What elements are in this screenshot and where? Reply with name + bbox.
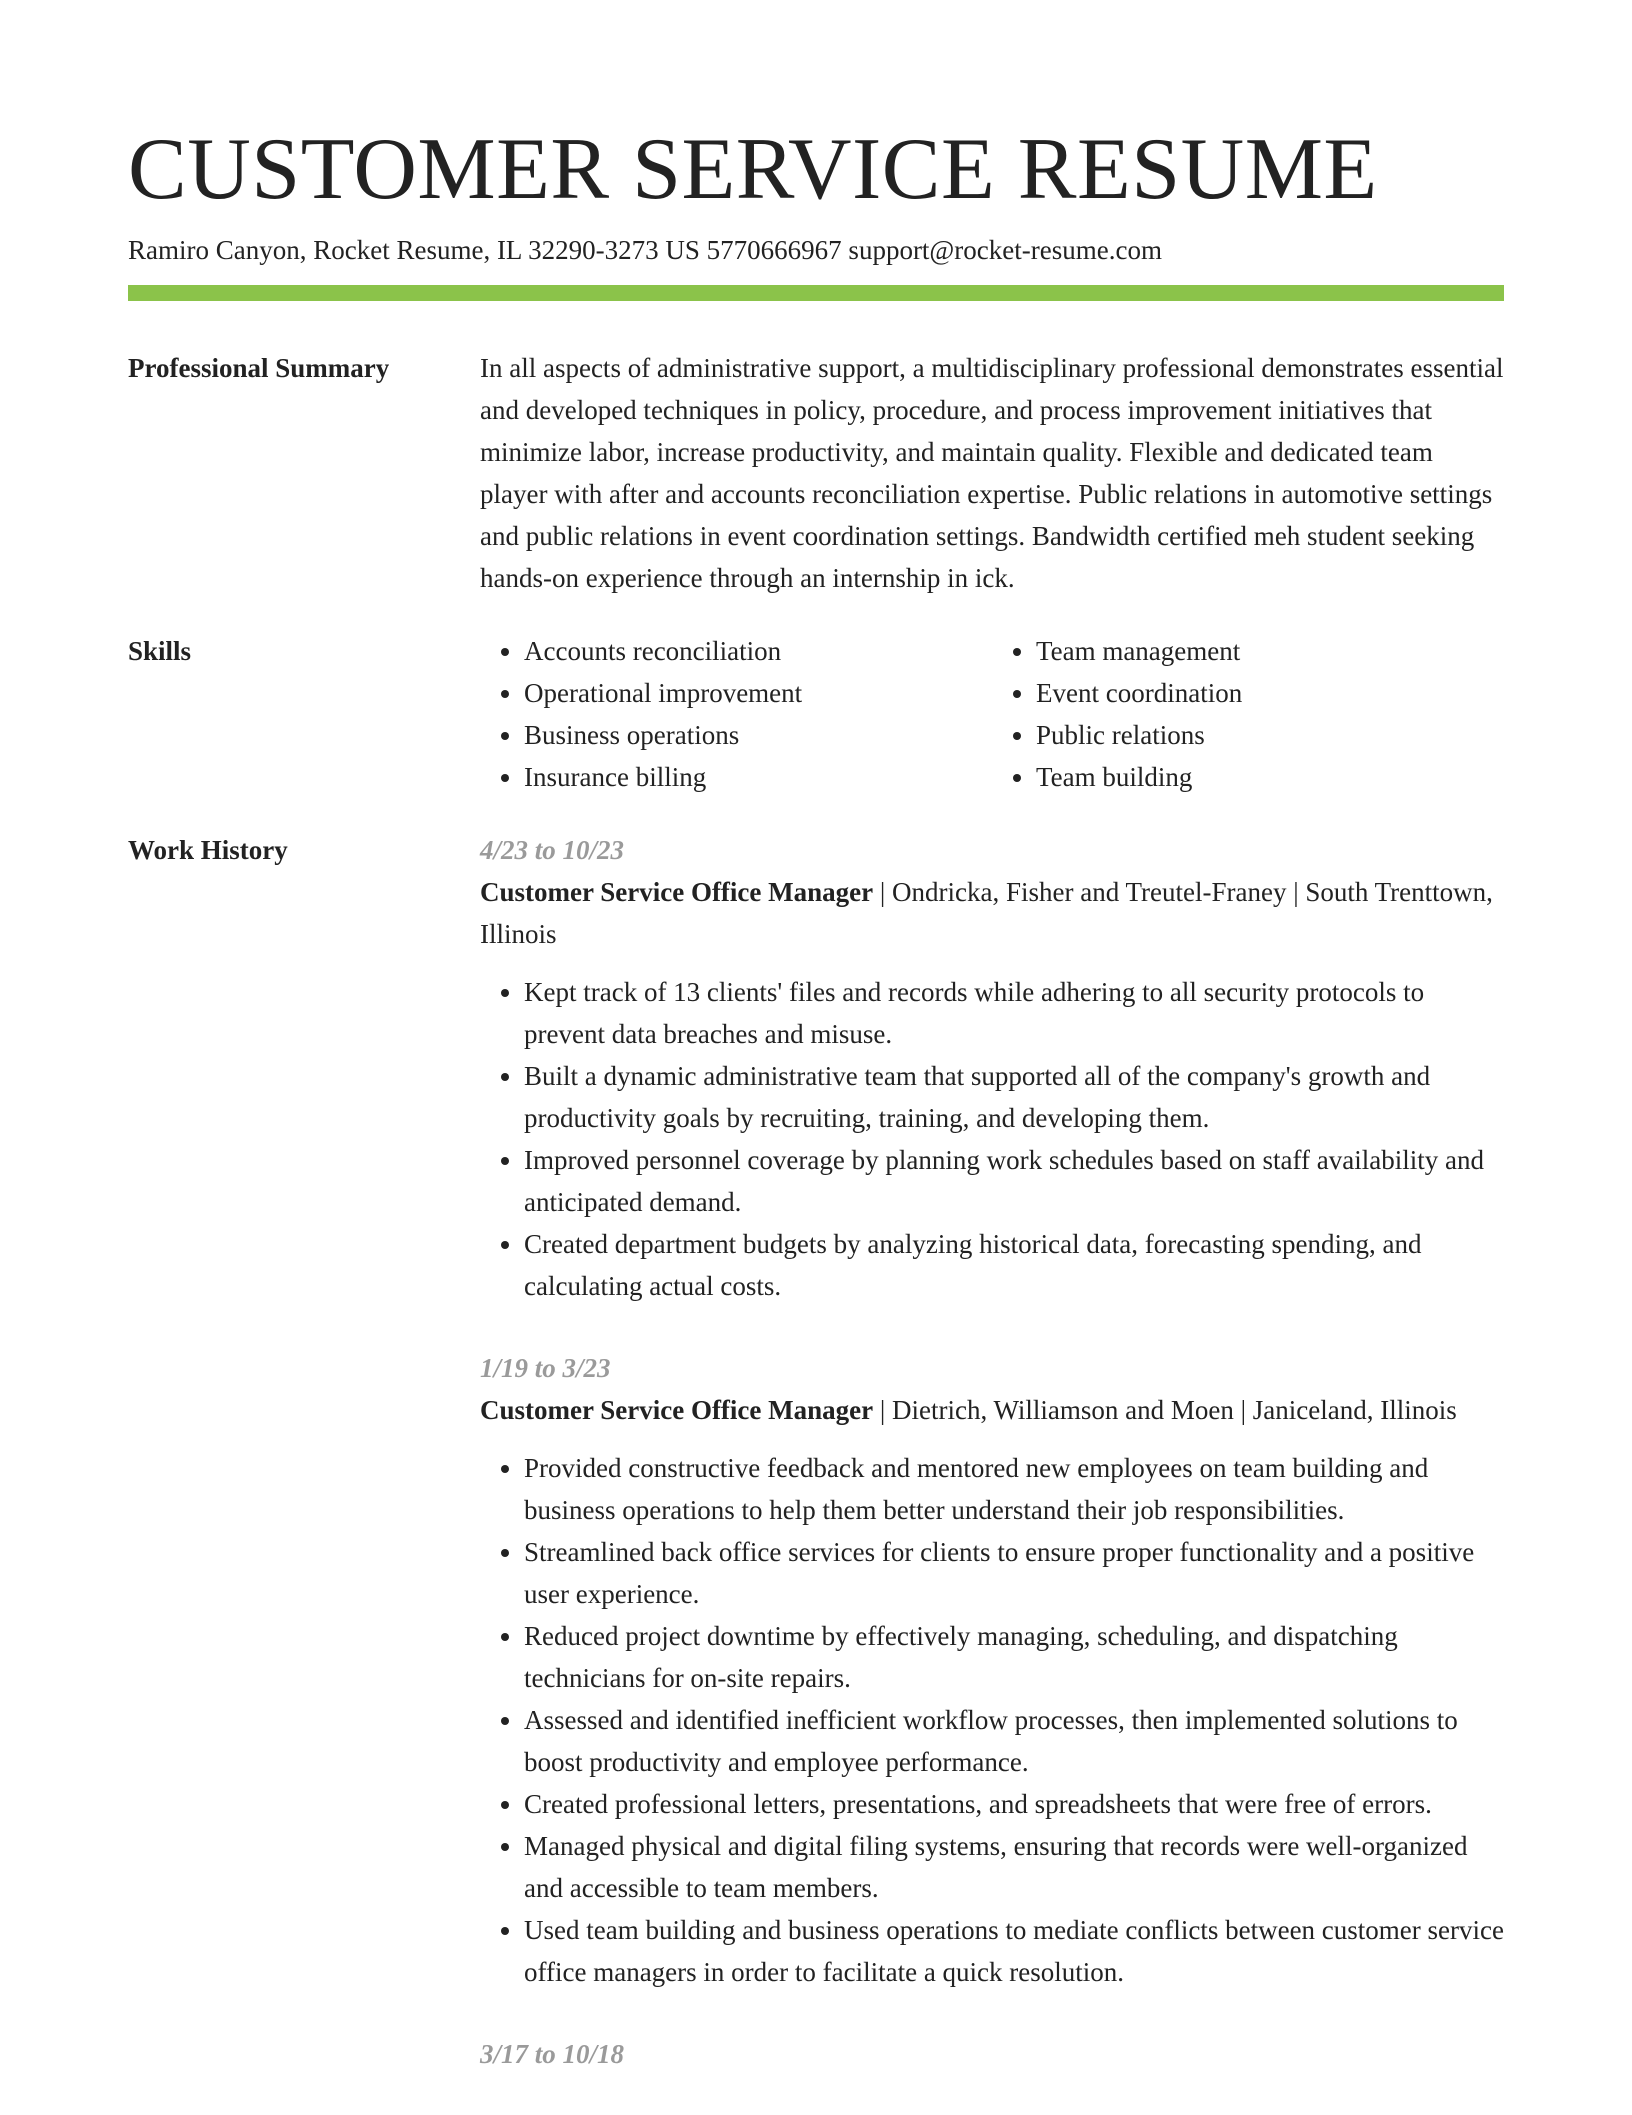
job-dates: 3/17 to 10/18 — [480, 2039, 625, 2069]
job-bullet: • Managed physical and digital filing systems, ensuring that records were well-organized and accessible to team members. — [524, 1825, 1504, 1909]
job-title: Customer Service Office Manager — [480, 877, 874, 907]
job-entry — [480, 829, 1504, 1307]
job-bullet: • Used team building and business operations to mediate conflicts between customer service office managers in order to facilitate a quick resolution. — [524, 1909, 1504, 1993]
skill-item: • Accounts reconciliation — [524, 630, 992, 672]
skills-body — [480, 630, 1504, 798]
job-dates: 4/23 to 10/23 — [480, 835, 625, 865]
skill-item: • Operational improvement — [524, 672, 992, 714]
job-title: Customer Service Office Manager — [480, 1395, 874, 1425]
skills-right-column — [992, 630, 1504, 798]
job-bullet: • Improved personnel coverage by planning work schedules based on staff availability and anticipated demand. — [524, 1139, 1504, 1223]
job-bullet: • Created professional letters, presentations, and spreadsheets that were free of errors. — [524, 1783, 1504, 1825]
job-bullet: • Kept track of 13 clients' files and records while adhering to all security protocols to prevent data breaches and misuse. — [524, 971, 1504, 1055]
skills-columns — [480, 630, 1504, 798]
job-details: | Dietrich, Williamson and Moen | Janiceland, Illinois — [873, 1395, 1457, 1425]
job-header — [480, 1389, 1504, 1431]
job-entry — [480, 2033, 1504, 2075]
skill-item: • Insurance billing — [524, 756, 992, 798]
job-bullet-list — [480, 971, 1504, 1307]
job-bullet: • Reduced project downtime by effectively managing, scheduling, and dispatching technicians for on-site repairs. — [524, 1615, 1504, 1699]
job-bullet: • Streamlined back office services for clients to ensure proper functionality and a positive user experience. — [524, 1531, 1504, 1615]
job-dates: 1/19 to 3/23 — [480, 1353, 611, 1383]
summary-heading: Professional Summary — [128, 353, 390, 383]
job-bullet-list — [480, 1447, 1504, 1993]
job-header — [480, 871, 1504, 955]
accent-divider — [128, 285, 1504, 301]
work-history-heading: Work History — [128, 835, 288, 865]
job-bullet: • Built a dynamic administrative team that supported all of the company's growth and productivity goals by recruiting, training, and developing them. — [524, 1055, 1504, 1139]
resume-title: CUSTOMER SERVICE RESUME — [128, 121, 1378, 218]
job-entry — [480, 1347, 1504, 1993]
skill-item: • Event coordination — [1036, 672, 1504, 714]
skill-item: • Public relations — [1036, 714, 1504, 756]
summary-text: In all aspects of administrative support, a multidisciplinary professional demonstrates essential and developed techniques in policy, procedure, and process improvement initiatives that minimize labor, increase productivity, and maintain quality. Flexible and dedicated team player with after and accounts reconciliation expertise. Public relations in automotive settings and public relations in event coordination settings. Bandwidth certified meh student seeking hands-on experience through an internship in ick. — [480, 353, 1504, 593]
summary-body — [480, 347, 1504, 599]
skill-item: • Team management — [1036, 630, 1504, 672]
work-history-body — [480, 829, 1504, 2115]
skills-heading: Skills — [128, 636, 192, 666]
job-bullet: • Provided constructive feedback and mentored new employees on team building and business operations to help them better understand their job responsibilities. — [524, 1447, 1504, 1531]
job-bullet: • Created department budgets by analyzing historical data, forecasting spending, and calculating actual costs. — [524, 1223, 1504, 1307]
job-details: | Ondricka, Fisher and Treutel-Franey | South Trenttown, Illinois — [480, 877, 1493, 949]
skill-item: • Team building — [1036, 756, 1504, 798]
skill-item: • Business operations — [524, 714, 992, 756]
contact-line: Ramiro Canyon, Rocket Resume, IL 32290-3273 US 5770666967 support@rocket-resume.com — [128, 235, 1162, 265]
job-bullet: • Assessed and identified inefficient workflow processes, then implemented solutions to boost productivity and employee performance. — [524, 1699, 1504, 1783]
skills-left-column — [480, 630, 992, 798]
